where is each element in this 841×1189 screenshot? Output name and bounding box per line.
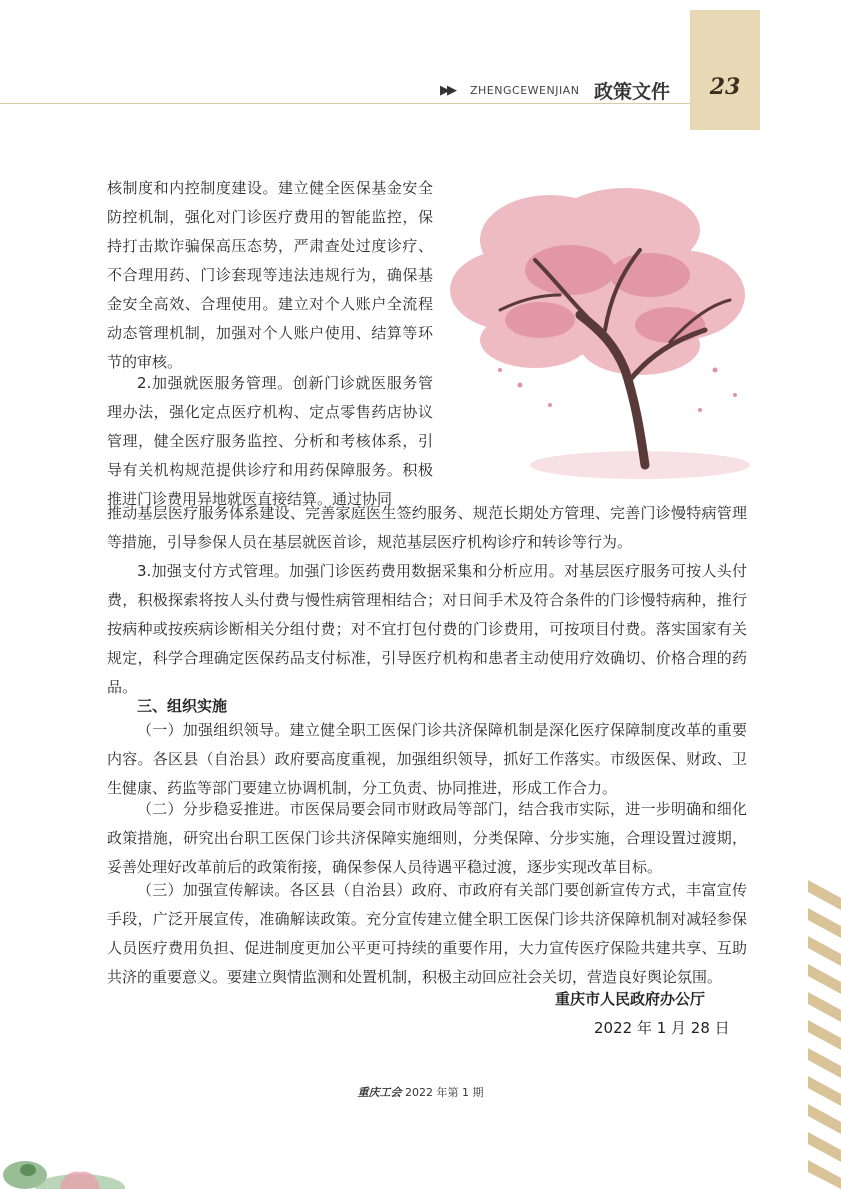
section-title-en: ZHENGCEWENJIAN xyxy=(470,84,580,97)
issue-label: 2022 年第 1 期 xyxy=(405,1086,484,1099)
header-rule xyxy=(0,103,690,104)
article-paragraph: （一）加强组织领导。建立健全职工医保门诊共济保障机制是深化医疗保障制度改革的重要内容。各区县（自治县）政府要高度重视，加强组织领导，抓好工作落实。市级医保、财政、卫生健康、药监等部门要建立协调机制，分工负责、协同推进，形成工作合力。 xyxy=(107,721,747,797)
double-arrow-icon: ▶▶ xyxy=(440,83,454,98)
article-paragraph: 核制度和内控制度建设。建立健全医保基金安全防控机制，强化对门诊医疗费用的智能监控，保持打击欺诈骗保高压态势，严肃查处过度诊疗、不合理用药、门诊套现等违法违规行为，确保基金安全高效、合理使用。建立对个人账户全流程动态管理机制，加强对个人账户使用、结算等环节的审核。 xyxy=(107,179,433,371)
article-paragraph: 2.加强就医服务管理。创新门诊就医服务管理办法，强化定点医疗机构、定点零售药店协议管理，健全医疗服务监控、分析和考核体系，引导有关机构规范提供诊疗和用药保障服务。积极推进门诊费用异地就医直接结算。通过协同 xyxy=(107,374,433,508)
page-footer xyxy=(0,1084,841,1100)
decorative-stripes xyxy=(808,880,841,1189)
article-paragraph: 3.加强支付方式管理。加强门诊医药费用数据采集和分析应用。对基层医疗服务可按人头付费，积极探索将按人头付费与慢性病管理相结合；对日间手术及符合条件的门诊慢特病种，推行按病种或按疾病诊断相关分组付费；对不宜打包付费的门诊费用，可按项目付费。落实国家有关规定，科学合理确定医保药品支付标准，引导医疗机构和患者主动使用疗效确切、价格合理的药品。 xyxy=(107,562,747,696)
article-paragraph: 推动基层医疗服务体系建设、完善家庭医生签约服务、规范长期处方管理、完善门诊慢特病管理等措施，引导参保人员在基层就医首诊，规范基层医疗机构诊疗和转诊等行为。 xyxy=(107,504,747,551)
article-paragraph: （三）加强宣传解读。各区县（自治县）政府、市政府有关部门要创新宣传方式，丰富宣传手段，广泛开展宣传，准确解读政策。充分宣传建立健全职工医保门诊共济保障机制对减轻参保人员医疗费用负担、促进制度更加公平更可持续的重要作用，大力宣传医疗保险共建共享、互助共济的重要意义。要建立舆情监测和处置机制，积极主动回应社会关切，营造良好舆论氛围。 xyxy=(107,881,747,986)
blossom-tree-illustration xyxy=(440,180,755,500)
signature-organization: 重庆市人民政府办公厅 xyxy=(555,990,706,1008)
lotus-illustration xyxy=(0,1130,160,1189)
section-heading: 三、组织实施 xyxy=(137,697,228,715)
magazine-name: 重庆工会 xyxy=(357,1086,402,1099)
page-number-tab xyxy=(690,10,760,130)
article-paragraph: （二）分步稳妥推进。市医保局要会同市财政局等部门，结合我市实际，进一步明确和细化政策措施，研究出台职工医保门诊共济保障实施细则，分类保障、分步实施，合理设置过渡期，妥善处理好改革前后的政策衔接，确保参保人员待遇平稳过渡，逐步实现改革目标。 xyxy=(107,800,747,876)
signature-date: 2022 年 1 月 28 日 xyxy=(594,1019,730,1037)
page-number: 23 xyxy=(709,74,741,100)
section-title-cn: 政策文件 xyxy=(594,81,671,103)
